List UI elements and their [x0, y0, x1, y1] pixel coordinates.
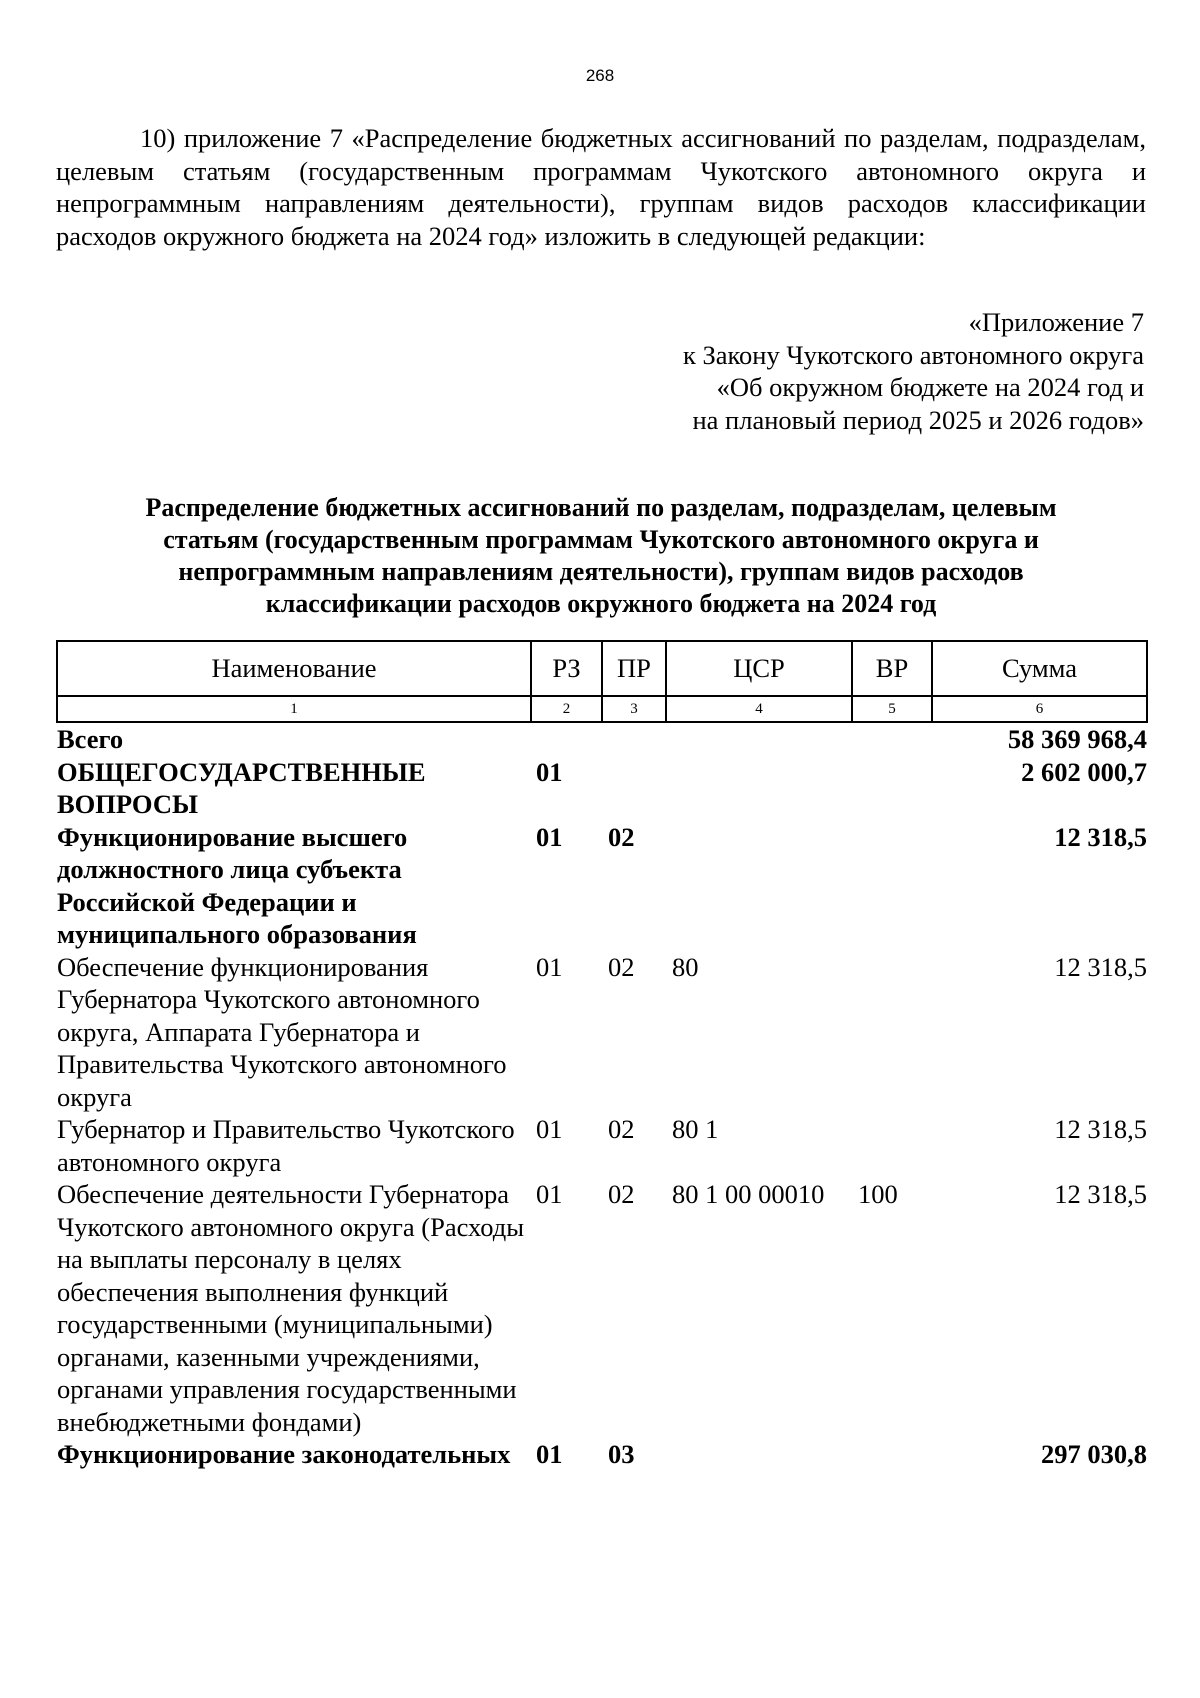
row-name: Обеспечение функционирования Губернатора Чукотского автономного округа, Аппарата Губернатора и Правительства Чукотского автономного округа: [57, 951, 507, 1112]
column-number: 5: [852, 696, 932, 722]
row-rz: 01: [536, 1439, 563, 1469]
row-rz: 01: [536, 756, 563, 787]
row-name: Функционирование высшего должностного лица субъекта Российской Федерации и муниципального образования: [57, 821, 417, 949]
row-sum: 12 318,5: [1054, 951, 1147, 982]
row-pr: 03: [608, 1439, 635, 1469]
column-number-row: [57, 696, 1147, 722]
row-vr: [852, 821, 932, 951]
appendix-line: на плановый период 2025 и 2026 годов»: [692, 404, 1144, 435]
row-pr: 02: [608, 1179, 635, 1209]
column-number: 1: [57, 696, 531, 722]
header-pr: ПР: [602, 641, 666, 696]
row-sum: 58 369 968,4: [1007, 724, 1147, 754]
appendix-line: «Об окружном бюджете на 2024 год и: [716, 372, 1144, 402]
row-csr: [666, 821, 852, 951]
row-csr: [666, 722, 852, 756]
row-vr: [852, 1438, 932, 1471]
row-name: Губернатор и Правительство Чукотского автономного округа: [57, 1114, 515, 1177]
row-csr: [666, 1438, 852, 1471]
column-number: 2: [531, 696, 602, 722]
row-rz: 01: [536, 821, 563, 852]
row-vr: 100: [858, 1179, 898, 1209]
page-number: 268: [585, 66, 615, 85]
row-pr: 02: [608, 821, 635, 852]
appendix-reference: [683, 306, 1144, 436]
row-pr: 02: [608, 1114, 635, 1144]
row-csr: 80: [672, 951, 699, 982]
row-name: Функционирование законодательных: [57, 1439, 511, 1469]
appendix-line: к Закону Чукотского автономного округа: [682, 339, 1144, 370]
table-row-section: [57, 756, 1147, 821]
row-vr: [852, 951, 932, 1114]
row-vr: [852, 756, 932, 821]
header-name: Наименование: [57, 641, 531, 696]
header-rz: РЗ: [531, 641, 602, 696]
row-vr: [852, 722, 932, 756]
row-rz: 01: [536, 951, 563, 982]
title-line: Распределение бюджетных ассигнований по разделам, подразделам, целевым: [145, 493, 1057, 522]
table-row-subsection: [57, 821, 1147, 951]
table-row: [57, 1113, 1147, 1178]
row-rz: [531, 722, 602, 756]
row-rz: 01: [536, 1114, 563, 1144]
row-name: Всего: [57, 724, 124, 754]
column-number: 3: [602, 696, 666, 722]
column-number: 4: [666, 696, 852, 722]
budget-table: [56, 640, 1148, 1471]
table-row: [57, 951, 1147, 1114]
header-csr: ЦСР: [666, 641, 852, 696]
row-sum: 12 318,5: [1054, 1179, 1147, 1209]
table-row: [57, 1178, 1147, 1438]
column-number: 6: [932, 696, 1147, 722]
intro-paragraph: 10) приложение 7 «Распределение бюджетных ассигнований по разделам, подразделам, целевым статьям (государственным программам Чукотского автономного округа и непрограммным направлениям деятельности), группам видов расходов классификации расходов окружного бюджета на 2024 год» изложить в следующей редакции:: [56, 123, 1146, 251]
document-title: [56, 492, 1146, 620]
row-sum: 297 030,8: [1041, 1439, 1147, 1469]
header-sum: Сумма: [932, 641, 1147, 696]
table-row-subsection: [57, 1438, 1147, 1471]
row-pr: [602, 756, 666, 821]
row-rz: 01: [536, 1179, 563, 1209]
row-sum: 12 318,5: [1054, 1114, 1147, 1144]
row-name: ОБЩЕГОСУДАРСТВЕННЫЕ ВОПРОСЫ: [57, 756, 426, 819]
header-vr: ВР: [852, 641, 932, 696]
row-csr: [666, 756, 852, 821]
row-csr: 80 1 00 00010: [672, 1179, 825, 1209]
row-sum: 2 602 000,7: [1021, 756, 1147, 787]
row-sum: 12 318,5: [1054, 821, 1147, 852]
row-pr: 02: [608, 951, 635, 982]
title-line: статьям (государственным программам Чукотского автономного округа и: [163, 525, 1039, 554]
table-row-total: [57, 722, 1147, 756]
row-name: Обеспечение деятельности Губернатора Чукотского автономного округа (Расходы на выплаты персоналу в целях обеспечения выполнения функций государственными (муниципальными) органами, казенными учреждениями, органами управления государственными внебюджетными фондами): [57, 1179, 525, 1437]
appendix-line: «Приложение 7: [968, 307, 1144, 337]
title-line: классификации расходов окружного бюджета на 2024 год: [265, 589, 937, 618]
row-pr: [602, 722, 666, 756]
row-vr: [852, 1113, 932, 1178]
table-header-row: [57, 641, 1147, 696]
title-line: непрограммным направлениям деятельности), группам видов расходов: [178, 557, 1024, 586]
row-csr: 80 1: [672, 1114, 719, 1144]
